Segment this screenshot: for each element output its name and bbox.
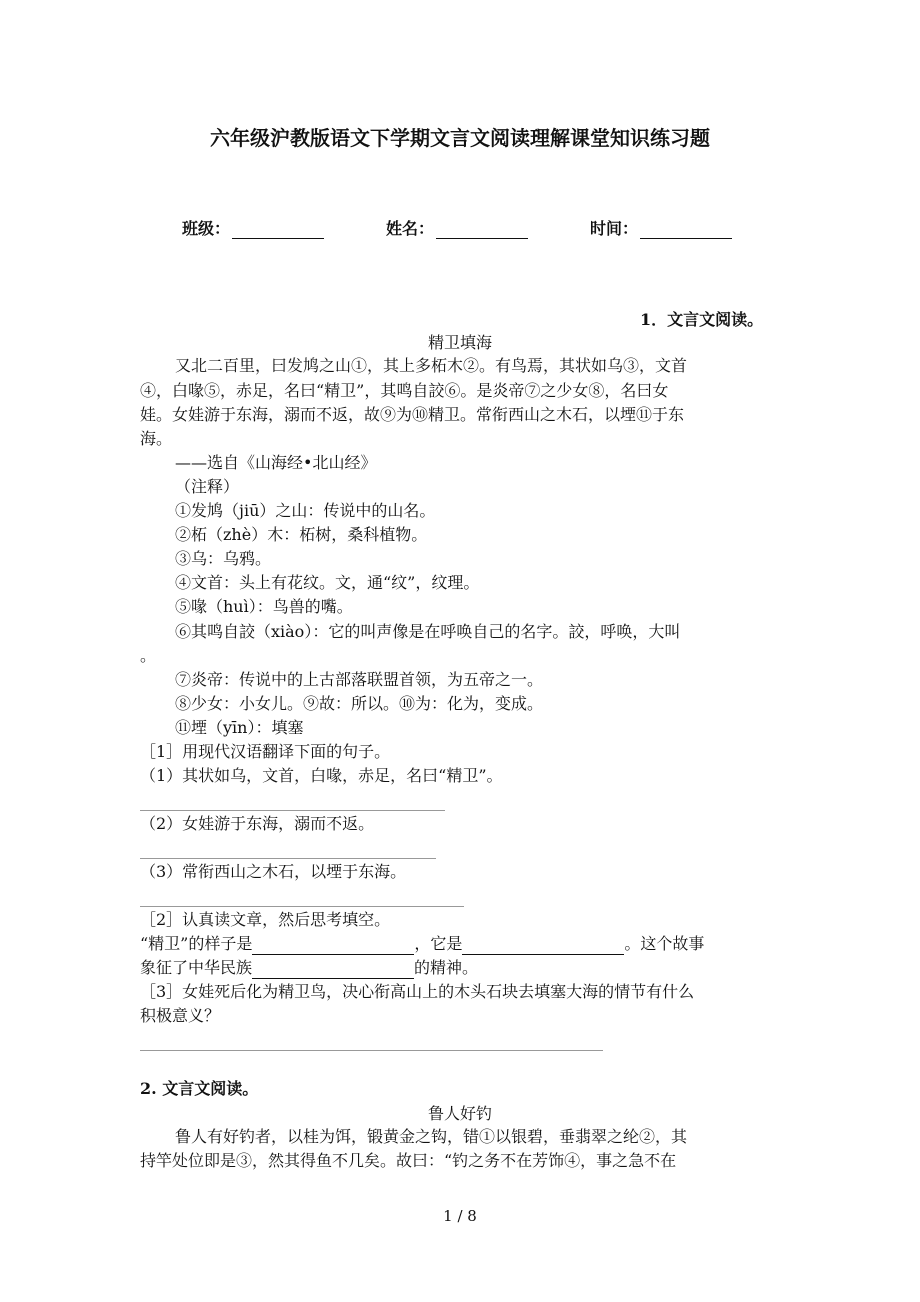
- q1-note: ②柘（zhè）木：柘树，桑科植物。: [175, 525, 428, 544]
- class-label: 班级：: [182, 219, 231, 238]
- q1-passage-title: 精卫填海: [427, 333, 492, 352]
- time-field: [590, 216, 732, 239]
- q1-note: ⑧少女：小女儿。⑨故：所以。⑩为：化为，变成。: [175, 694, 544, 713]
- fill-text: 。这个故事: [624, 934, 705, 953]
- answer-line[interactable]: [140, 858, 436, 859]
- q1-note: ⑦炎帝：传说中的上古部落联盟首领，为五帝之一。: [175, 670, 544, 689]
- answer-line[interactable]: [140, 1050, 603, 1051]
- q2-heading: 2. 文言文阅读。: [140, 1079, 259, 1098]
- q1-fill-line: [140, 957, 478, 979]
- q1-note-cont: 。: [140, 646, 157, 665]
- fill-text: ，它是: [414, 934, 463, 953]
- q1-sentence-1: （1）其状如乌，文首，白喙，赤足，名曰“精卫”。: [140, 766, 503, 785]
- q2-passage-line: 鲁人有好钓者，以桂为饵，锻黄金之钩，错①以银碧，垂翡翠之纶②，其: [175, 1127, 688, 1146]
- page-title: 六年级沪教版语文下学期文言文阅读理解课堂知识练习题: [210, 126, 710, 150]
- fill-text: “精卫”的样子是: [140, 934, 253, 953]
- q1-subquestion-3: ［3］女娃死后化为精卫鸟，决心衔高山上的木头石块去填塞大海的情节有什么: [140, 982, 695, 1001]
- answer-line[interactable]: [140, 810, 445, 811]
- q1-note: ⑤喙（huì）：鸟兽的嘴。: [175, 597, 353, 616]
- q2-passage-title: 鲁人好钓: [427, 1104, 492, 1123]
- q1-passage-line: 海。: [140, 429, 173, 448]
- q1-note: ⑪堙（yīn）：填塞: [175, 718, 304, 737]
- answer-line[interactable]: [140, 906, 464, 907]
- q1-note: ④文首：头上有花纹。文，通“纹”，纹理。: [175, 573, 480, 592]
- time-label: 时间：: [590, 219, 639, 238]
- q1-subquestion-1: ［1］用现代汉语翻译下面的句子。: [140, 742, 391, 761]
- q2-passage-line: 持竿处位即是③，然其得鱼不几矣。故曰：“钓之务不在芳饰④，事之急不在: [140, 1151, 677, 1170]
- q1-passage-line: 又北二百里，曰发鸠之山①，其上多柘木②。有鸟焉，其状如乌③，文首: [175, 356, 688, 375]
- fill-blank[interactable]: [252, 938, 414, 955]
- q1-subquestion-3-cont: 积极意义？: [140, 1006, 221, 1025]
- q1-passage-line: 娃。女娃游于东海，溺而不返，故⑨为⑩精卫。常衔西山之木石，以堙⑪于东: [140, 405, 685, 424]
- class-field: [182, 216, 324, 239]
- name-blank[interactable]: [436, 222, 528, 239]
- q1-subquestion-2: ［2］认真读文章，然后思考填空。: [140, 910, 391, 929]
- fill-blank[interactable]: [462, 938, 624, 955]
- fill-text: 象征了中华民族: [140, 958, 253, 977]
- page-number: 1 / 8: [443, 1207, 477, 1225]
- q1-notes-label: （注释）: [175, 477, 240, 496]
- q1-note: ①发鸠（jiū）之山：传说中的山名。: [175, 501, 436, 520]
- name-field: [386, 216, 528, 239]
- q1-passage-line: ④，白喙⑤，赤足，名曰“精卫”，其鸣自詨⑥。是炎帝⑦之少女⑧，名曰女: [140, 381, 669, 400]
- fill-text: 的精神。: [414, 958, 479, 977]
- q1-source: ——选自《山海经•北山经》: [175, 453, 377, 472]
- q1-heading: 1．文言文阅读。: [640, 310, 764, 329]
- q1-note: ③乌：乌鸦。: [175, 549, 272, 568]
- q1-sentence-2: （2）女娃游于东海，溺而不返。: [140, 814, 375, 833]
- q1-sentence-3: （3）常衔西山之木石，以堙于东海。: [140, 862, 407, 881]
- q1-fill-line: [140, 933, 704, 955]
- name-label: 姓名：: [386, 219, 435, 238]
- class-blank[interactable]: [232, 222, 324, 239]
- fill-blank[interactable]: [252, 962, 414, 979]
- q1-note: ⑥其鸣自詨（xiào）：它的叫声像是在呼唤自己的名字。詨，呼唤，大叫: [175, 622, 681, 641]
- time-blank[interactable]: [640, 222, 732, 239]
